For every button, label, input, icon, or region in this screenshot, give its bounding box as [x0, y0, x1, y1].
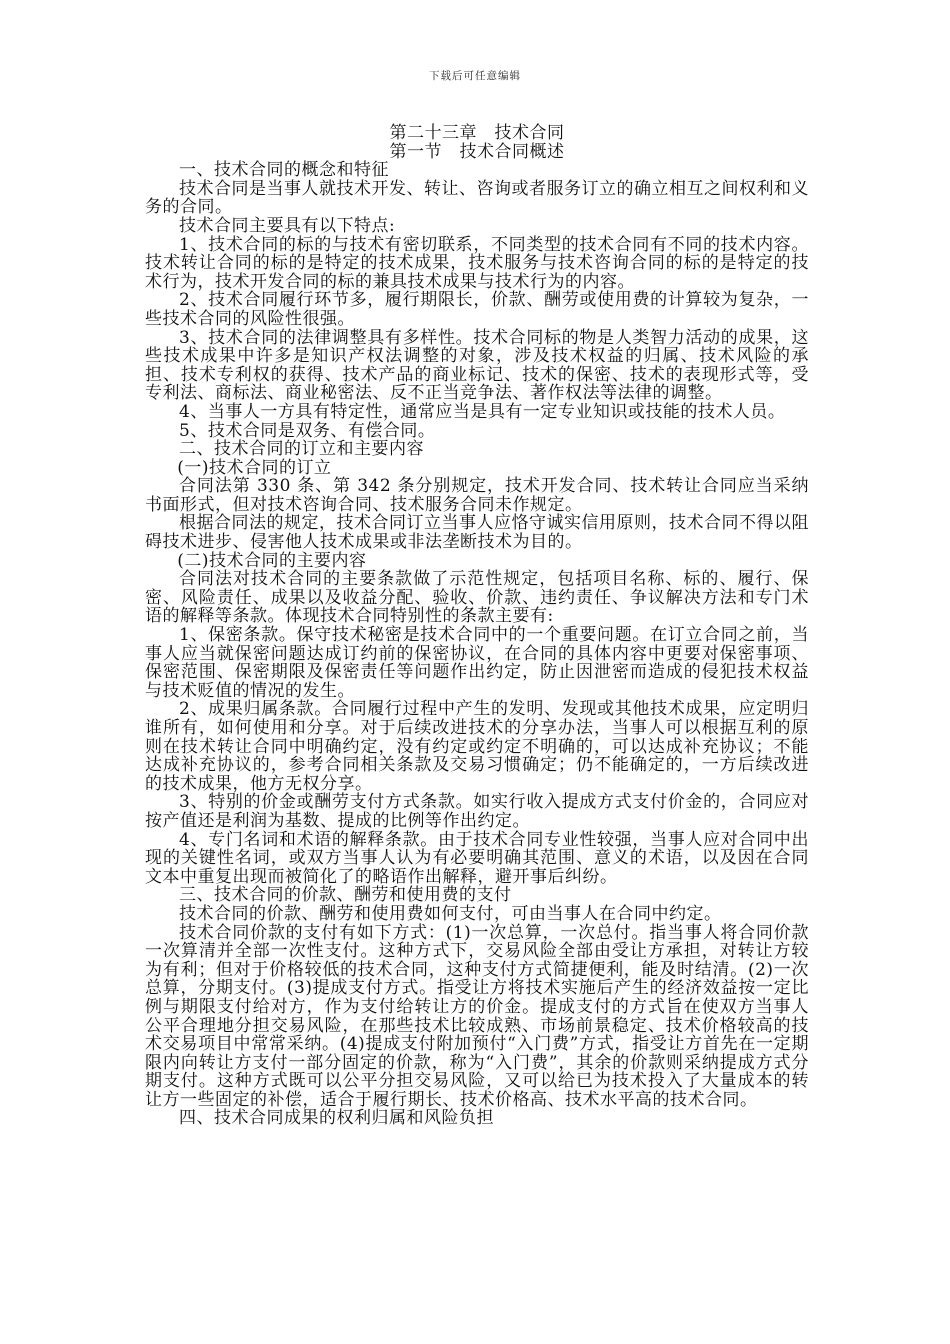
paragraph: 根据合同法的规定，技术合同订立当事人应恪守诚实信用原则，技术合同不得以阻碍技术进步、侵害他人技术成果或非法垄断技术为目的。 [145, 513, 809, 553]
paragraph: 技术合同价款的支付有如下方式：(1)一次总算，一次总付。指当事人将合同价款一次算清并全部一次性支付。这种方式下，交易风险全部由受让方承担，对转让方较为有利；但对于价格较低的技术合同，这种支付方式简捷便利，能及时结清。(2)一次总算，分期支付。(3)提成支付方式。指受让方将技术实施后产生的经济效益按一定比例与期限支付给对方，作为支付给转让方的价金。提成支付的方式旨在使双方当事人公平合理地分担交易风险，在那些技术比较成熟、市场前景稳定、技术价格较高的技术交易项目中常常采纳。(4)提成支付附加预付“入门费”方式，指受让方首先在一定期限内向转让方支付一部分固定的价款，称为“入门费”，其余的价款则采纳提成方式分期支付。这种方式既可以公平分担交易风险，又可以给已为技术投入了大量成本的转让方一些固定的补偿，适合于履行期长、技术价格高、技术水平高的技术合同。 [145, 922, 809, 1110]
list-item: 1、保密条款。保守技术秘密是技术合同中的一个重要问题。在订立合同之前，当事人应当就保密问题达成订约前的保密协议，在合同的具体内容中更要对保密事项、保密范围、保密期限及保密责任等问题作出约定，防止因泄密而造成的侵犯技术权益与技术贬值的情况的发生。 [145, 625, 809, 701]
list-item: 2、技术合同履行环节多，履行期限长，价款、酬劳或使用费的计算较为复杂，一些技术合同的风险性很强。 [145, 290, 809, 329]
list-item: 1、技术合同的标的与技术有密切联系，不同类型的技术合同有不同的技术内容。技术转让合同的标的是特定的技术成果，技术服务与技术咨询合同的标的是特定的技术行为，技术开发合同的标的兼具技术成果与技术行为的内容。 [145, 234, 809, 292]
list-item: 2、成果归属条款。合同履行过程中产生的发明、发现或其他技术成果，应定明归谁所有，如何使用和分享。对于后续改进技术的分享办法，当事人可以根据互利的原则在技术转让合同中明确约定，没有约定或约定不明确的，可以达成补充协议；不能达成补充协议的，参考合同相关条款及交易习惯确定；仍不能确定的，一方后续改进的技术成果，他方无权分享。 [145, 699, 809, 794]
heading-3: 三、技术合同的价款、酬劳和使用费的支付 [179, 885, 512, 906]
paragraph: 合同法第 330 条、第 342 条分别规定，技术开发合同、技术转让合同应当采纳书面形式，但对技术咨询合同、技术服务合同未作规定。 [145, 476, 809, 515]
paragraph: 合同法对技术合同的主要条款做了示范性规定，包括项目名称、标的、履行、保密、风险责任、成果以及收益分配、验收、价款、违约责任、争议解决方法和专门术语的解释等条款。体现技术合同特别性的条款主要有: [145, 569, 809, 627]
heading-1: 一、技术合同的概念和特征 [179, 160, 389, 181]
list-item: 4、当事人一方具有特定性，通常应当是具有一定专业知识或技能的技术人员。 [179, 401, 786, 422]
page-header: 下载后可任意编辑 [429, 70, 521, 82]
list-item: 3、特别的价金或酬劳支付方式条款。如实行收入提成方式支付价金的，合同应对按产值还是利润为基数、提成的比例等作出约定。 [145, 792, 809, 831]
paragraph: 技术合同主要具有以下特点: [179, 215, 396, 236]
chapter-title: 第二十三章 技术合同 [389, 123, 565, 143]
paragraph: 技术合同的价款、酬劳和使用费如何支付，可由当事人在合同中约定。 [179, 903, 722, 924]
list-item: 3、技术合同的法律调整具有多样性。技术合同标的物是人类智力活动的成果，这些技术成果中许多是知识产权法调整的对象，涉及技术权益的归属、技术风险的承担、技术专利权的获得、技术产品的商业标记、技术的保密、技术的表现形式等，受专利法、商标法、商业秘密法、反不正当竞争法、著作权法等法律的调整。 [145, 327, 809, 404]
list-item: 5、技术合同是双务、有偿合同。 [179, 420, 436, 441]
paragraph: 技术合同是当事人就技术开发、转让、咨询或者服务订立的确立相互之间权利和义务的合同。 [145, 178, 809, 218]
section-title: 第一节 技术合同概述 [389, 141, 565, 162]
heading-2: 二、技术合同的订立和主要内容 [179, 439, 424, 460]
subheading: (二)技术合同的主要内容 [177, 550, 367, 571]
list-item: 4、专门名词和术语的解释条款。由于技术合同专业性较强，当事人应对合同中出现的关键性名词，或双方当事人认为有必要明确其范围、意义的术语，以及因在合同文本中重复出现而被简化了的略语作出解释，避开事后纠纷。 [145, 829, 809, 887]
document-body [145, 124, 809, 1128]
heading-4: 四、技术合同成果的权利归属和风险负担 [179, 1108, 494, 1129]
subheading: (一)技术合同的订立 [177, 457, 332, 478]
